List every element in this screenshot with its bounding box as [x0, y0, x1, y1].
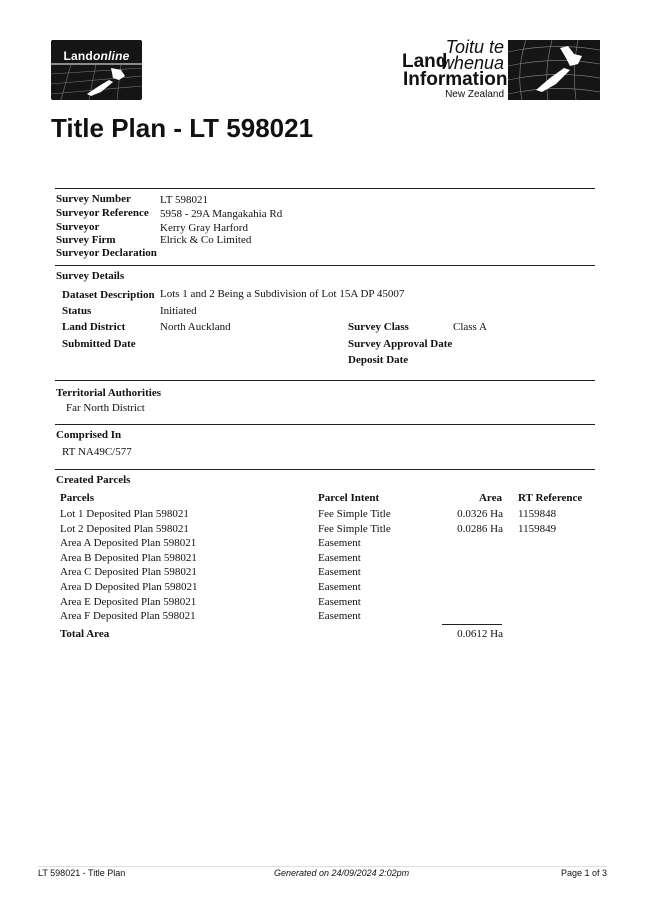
- parcel-intent-cell: Easement: [318, 566, 361, 579]
- page-title: Title Plan - LT 598021: [51, 113, 314, 143]
- section-divider: [55, 424, 595, 425]
- section-divider: [55, 188, 595, 189]
- created-parcels-heading: Created Parcels: [56, 474, 131, 486]
- parcel-intent-cell: Easement: [318, 610, 361, 623]
- total-area-value: 0.0612 Ha: [457, 628, 503, 640]
- surveyor-reference-label: Surveyor Reference: [56, 207, 149, 219]
- parcel-name-cell: Area E Deposited Plan 598021: [60, 595, 197, 608]
- linz-line2b: whenua: [440, 53, 504, 73]
- parcel-area-cell: 0.0286 Ha: [457, 522, 503, 535]
- parcel-name-cell: Area D Deposited Plan 598021: [60, 581, 198, 593]
- linz-line2a: Land: [402, 51, 448, 72]
- section-divider: [55, 380, 595, 381]
- landonline-logo: [51, 40, 142, 100]
- logo-text-prefix: Land: [63, 49, 93, 63]
- parcel-name-cell: Area B Deposited Plan 598021: [60, 551, 197, 564]
- status-value: Initiated: [160, 305, 197, 317]
- parcel-name-cell: Area A Deposited Plan 598021: [60, 537, 197, 550]
- land-district-label: Land District: [62, 321, 126, 333]
- column-header-parcel-intent: Parcel Intent: [318, 492, 380, 504]
- parcel-rt-reference-cell: 1159849: [518, 522, 557, 535]
- parcel-intent-cell: Easement: [318, 537, 361, 550]
- surveyor-reference-value: 5958 - 29A Mangakahia Rd: [160, 208, 283, 220]
- survey-firm-value: Elrick & Co Limited: [160, 234, 252, 246]
- survey-class-value: Class A: [453, 321, 487, 333]
- column-header-area: Area: [478, 492, 502, 504]
- footer-divider: [38, 866, 607, 867]
- linz-line3: Information: [403, 69, 508, 90]
- survey-class-label: Survey Class: [348, 321, 409, 333]
- parcel-area-cell: 0.0326 Ha: [457, 508, 503, 520]
- survey-firm-label: Survey Firm: [56, 234, 116, 246]
- parcel-intent-cell: Easement: [318, 595, 361, 608]
- survey-details-heading: Survey Details: [56, 270, 125, 282]
- column-header-rt-reference: RT Reference: [518, 492, 583, 504]
- surveyor-declaration-label: Surveyor Declaration: [56, 247, 157, 259]
- footer-generated-date: Generated on 24/09/2024 2:02pm: [274, 868, 410, 878]
- parcel-intent-cell: Fee Simple Title: [318, 522, 391, 535]
- section-divider: [55, 265, 595, 266]
- parcel-intent-cell: Easement: [318, 581, 361, 593]
- linz-logo-text: [398, 37, 508, 103]
- surveyor-label: Surveyor: [56, 221, 100, 233]
- footer-page-number: Page 1 of 3: [560, 868, 607, 878]
- column-header-parcels: Parcels: [60, 492, 95, 504]
- survey-number-value: LT 598021: [160, 194, 208, 206]
- status-label: Status: [62, 305, 92, 317]
- section-divider: [55, 469, 595, 470]
- linz-line4: New Zealand: [445, 89, 504, 100]
- dataset-description-value: Lots 1 and 2 Being a Subdivision of Lot 15A DP 45007: [160, 288, 405, 300]
- comprised-in-heading: Comprised In: [56, 429, 122, 441]
- parcel-name-cell: Area F Deposited Plan 598021: [60, 610, 196, 623]
- territorial-authority-value: Far North District: [66, 402, 145, 414]
- parcel-rt-reference-cell: 1159848: [518, 508, 557, 520]
- comprised-in-value: RT NA49C/577: [62, 446, 132, 458]
- parcel-name-cell: Lot 1 Deposited Plan 598021: [60, 508, 189, 520]
- survey-number-label: Survey Number: [56, 193, 131, 205]
- total-divider: [442, 624, 502, 625]
- dataset-description-label: Dataset Description: [62, 289, 155, 301]
- parcel-name-cell: Lot 2 Deposited Plan 598021: [60, 522, 189, 535]
- parcel-intent-cell: Fee Simple Title: [318, 508, 391, 520]
- land-district-value: North Auckland: [160, 321, 231, 333]
- surveyor-value: Kerry Gray Harford: [160, 222, 248, 234]
- parcel-name-cell: Area C Deposited Plan 598021: [60, 566, 197, 579]
- parcel-intent-cell: Easement: [318, 551, 361, 564]
- territorial-authorities-heading: Territorial Authorities: [56, 387, 161, 399]
- footer-document-name: LT 598021 - Title Plan: [38, 868, 126, 878]
- survey-approval-date-label: Survey Approval Date: [348, 338, 453, 350]
- total-area-label: Total Area: [60, 628, 110, 640]
- logo-text-suffix: online: [92, 49, 130, 63]
- linz-line1: Toitu te: [445, 37, 504, 57]
- submitted-date-label: Submitted Date: [62, 338, 136, 350]
- deposit-date-label: Deposit Date: [348, 354, 409, 366]
- linz-map-icon: [508, 40, 600, 100]
